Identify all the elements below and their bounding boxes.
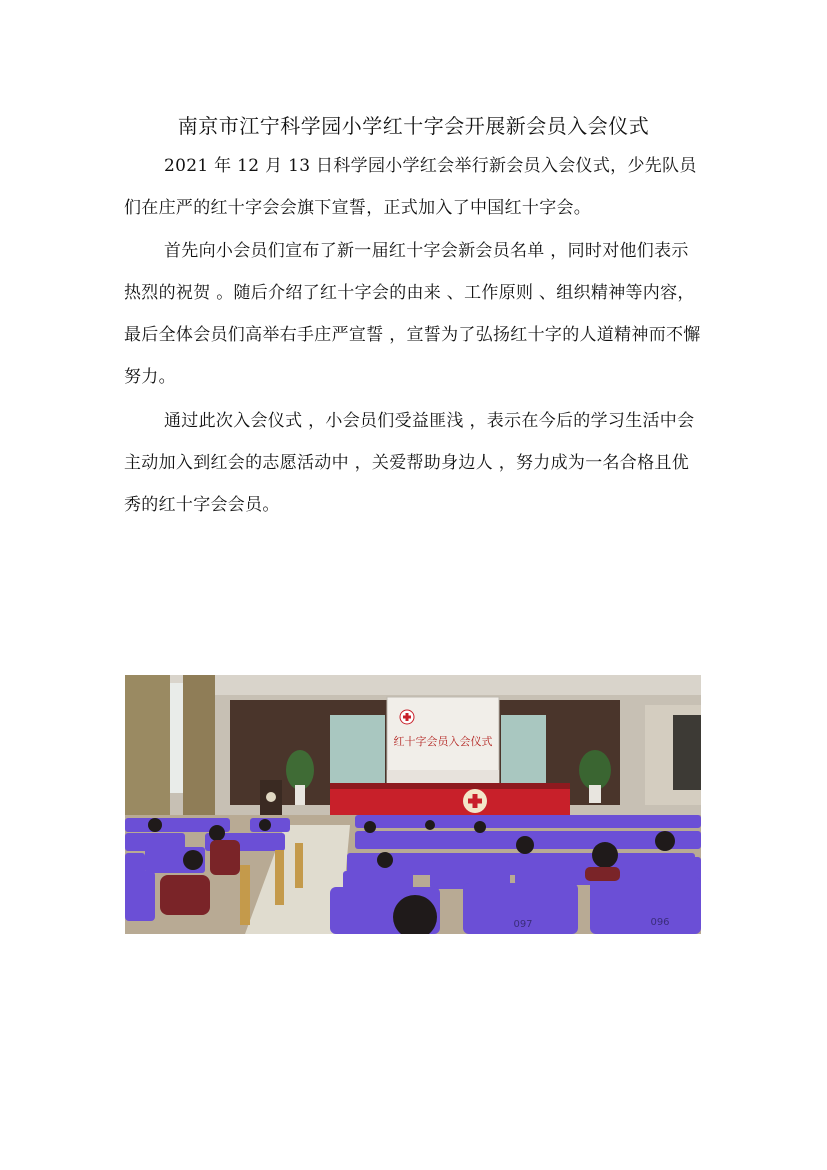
screen-text: 红十字会员入会仪式 — [393, 735, 493, 748]
paragraph-2: 首先向小会员们宣布了新一届红十字会新会员名单 ，同时对他们表示热烈的祝贺 。随后介绍了红十字会的由来 、工作原则 、组织精神等内容，最后全体会员们高举右手庄严宣誓 ，宣誓为了弘扬红十字的人道精神而不懈努力。 — [124, 241, 701, 387]
seat-number-096: 096 — [650, 917, 670, 928]
paragraph-1: 2021 年 12 月 13 日科学园小学红会举行新会员入会仪式，少先队员们在庄严的红十字会会旗下宣誓，正式加入了中国红十字会。 — [124, 156, 697, 218]
paragraph-3: 通过此次入会仪式 ，小会员们受益匪浅 ，表示在今后的学习生活中会主动加入到红会的志愿活动中 ，关爱帮助身边人 ，努力成为一名合格且优秀的红十字会会员。 — [124, 411, 695, 515]
ceremony-photo — [125, 675, 701, 934]
page-title: 南京市江宁科学园小学红十字会开展新会员入会仪式 — [177, 114, 650, 138]
seat-number-097: 097 — [513, 919, 533, 930]
